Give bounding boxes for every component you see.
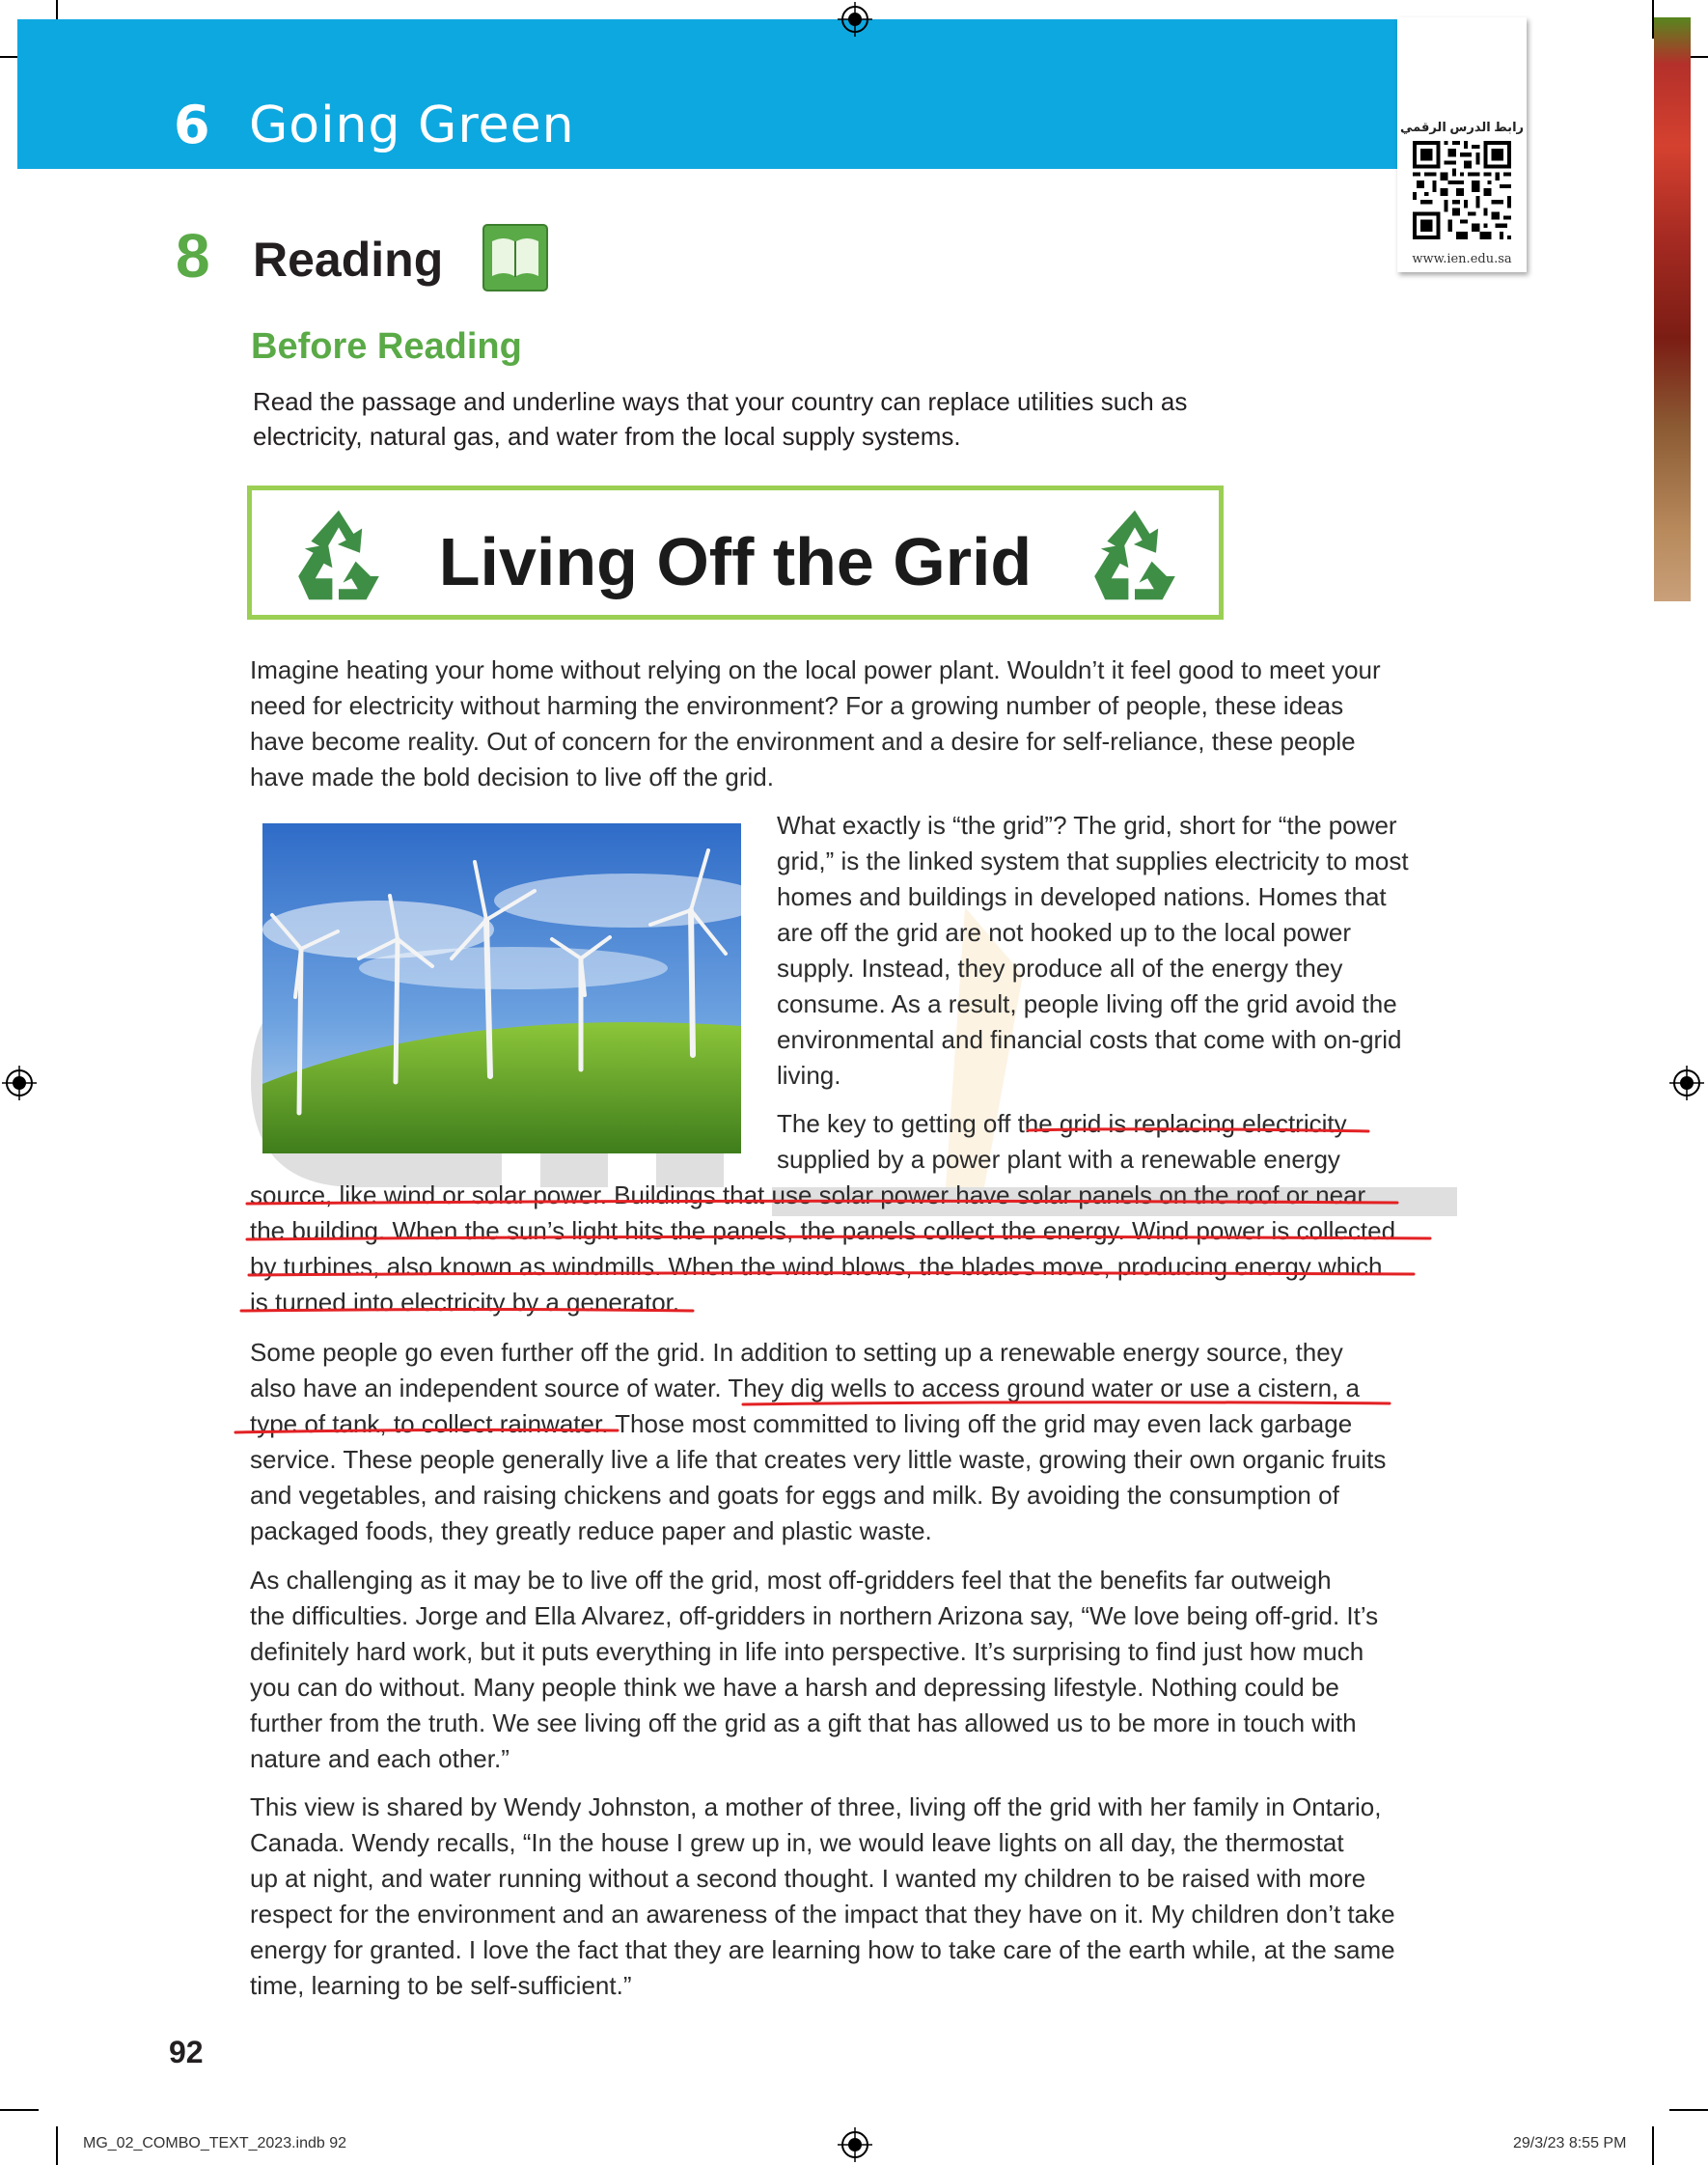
text-line: This view is shared by Wendy Johnston, a mother of three, living off the grid with her family in Ontario,	[250, 1792, 1382, 1821]
registration-mark-icon	[838, 2, 872, 37]
article-paragraph-2	[777, 808, 1452, 1094]
text-line: the difficulties. Jorge and Ella Alvarez, off-gridders in northern Arizona say, “We love being off-grid. It’s	[250, 1601, 1379, 1630]
open-book-icon	[482, 224, 548, 291]
text-line: is turned into electricity by a generator.	[250, 1288, 680, 1317]
article-paragraph-3b	[250, 1178, 1456, 1320]
before-reading-heading: Before Reading	[251, 326, 522, 367]
crop-mark	[0, 2109, 39, 2111]
text-line: have made the bold decision to live off the grid.	[250, 763, 774, 791]
article-paragraph-6	[250, 1790, 1456, 2004]
text-line: need for electricity without harming the environment? For a growing number of people, these ideas	[250, 691, 1344, 720]
qr-code-icon[interactable]	[1413, 141, 1511, 239]
text-line: supply. Instead, they produce all of the energy they	[777, 954, 1343, 983]
text-line: you can do without. Many people think we have a harsh and depressing lifestyle. Nothing could be	[250, 1673, 1339, 1702]
registration-mark-icon	[2, 1066, 37, 1100]
text-line: As challenging as it may be to live off the grid, most off-gridders feel that the benefits far outweigh	[250, 1566, 1332, 1595]
unit-number: 6	[174, 95, 210, 155]
side-photo-strip	[1654, 17, 1691, 601]
article-paragraph-4	[250, 1335, 1456, 1549]
wind-turbines-photo	[262, 823, 741, 1153]
article-paragraph-5	[250, 1563, 1456, 1777]
instructions-line: Read the passage and underline ways that your country can replace utilities such as	[253, 387, 1188, 416]
text-line: Imagine heating your home without relying on the local power plant. Wouldn’t it feel good to meet your	[250, 655, 1381, 684]
text-line: What exactly is “the grid”? The grid, short for “the power	[777, 811, 1397, 840]
article-paragraph-1	[250, 652, 1446, 795]
text-line: service. These people generally live a life that creates very little waste, growing their own organic fruits	[250, 1445, 1387, 1474]
section-number: 8	[176, 221, 210, 291]
text-line: definitely hard work, but it puts everything in life into perspective. It’s surprising to find just how much	[250, 1637, 1364, 1666]
text-line: The key to getting off the grid is replacing electricity	[777, 1109, 1347, 1138]
qr-caption: رابط الدرس الرقمي	[1399, 120, 1525, 134]
registration-mark-icon	[1669, 1066, 1704, 1100]
text-line: type of tank, to collect rainwater. Those most committed to living off the grid may even lack garbage	[250, 1409, 1353, 1438]
text-line: packaged foods, they greatly reduce paper and plastic waste.	[250, 1516, 932, 1545]
article-title-box	[247, 486, 1224, 620]
text-line: grid,” is the linked system that supplies electricity to most	[777, 847, 1409, 875]
before-reading-instructions	[253, 384, 1237, 454]
section-title: Reading	[253, 233, 444, 287]
text-line: have become reality. Out of concern for the environment and a desire for self-reliance, these people	[250, 727, 1356, 756]
article-title: Living Off the Grid	[438, 524, 1033, 599]
text-line: time, learning to be self-sufficient.”	[250, 1971, 632, 2000]
page-number: 92	[169, 2035, 204, 2069]
text-line: consume. As a result, people living off the grid avoid the	[777, 989, 1397, 1018]
recycle-icon	[1082, 502, 1188, 608]
crop-mark	[1652, 2126, 1654, 2165]
text-line: and vegetables, and raising chickens and goats for eggs and milk. By avoiding the consumption of	[250, 1481, 1339, 1510]
text-line: Canada. Wendy recalls, “In the house I grew up in, we would leave lights on all day, the thermostat	[250, 1828, 1344, 1857]
text-line: also have an independent source of water. They dig wells to access ground water or use a cistern, a	[250, 1374, 1360, 1402]
text-line: environmental and financial costs that come with on-grid	[777, 1025, 1402, 1054]
header-band	[17, 19, 1399, 169]
qr-card[interactable]	[1397, 17, 1527, 272]
crop-mark	[1669, 2109, 1708, 2111]
text-line: Some people go even further off the grid. In addition to setting up a renewable energy source, they	[250, 1338, 1343, 1367]
crop-mark	[56, 2126, 58, 2165]
footer-date: 29/3/23 8:55 PM	[1513, 2135, 1627, 2151]
text-line: by turbines, also known as windmills. When the wind blows, the blades move, producing energy which	[250, 1252, 1383, 1281]
text-line: energy for granted. I love the fact that they are learning how to take care of the earth while, at the same	[250, 1935, 1395, 1964]
registration-mark-icon	[838, 2127, 872, 2162]
text-line: supplied by a power plant with a renewable energy	[777, 1145, 1340, 1174]
footer-file-name: MG_02_COMBO_TEXT_2023.indb 92	[83, 2135, 347, 2151]
text-line: respect for the environment and an awareness of the impact that they have on it. My children don’t take	[250, 1900, 1395, 1929]
text-line: further from the truth. We see living off the grid as a gift that has allowed us to be more in touch with	[250, 1708, 1357, 1737]
text-line: up at night, and water running without a second thought. I wanted my children to be raised with more	[250, 1864, 1366, 1893]
text-line: homes and buildings in developed nations. Homes that	[777, 882, 1387, 911]
text-line: nature and each other.”	[250, 1744, 510, 1773]
text-line: living.	[777, 1061, 841, 1090]
text-line: are off the grid are not hooked up to the local power	[777, 918, 1352, 947]
article-paragraph-3a	[777, 1106, 1452, 1178]
unit-title: Going Green	[249, 97, 575, 154]
text-line: the building. When the sun’s light hits the panels, the panels collect the energy. Wind power is collected	[250, 1216, 1396, 1245]
text-line: source, like wind or solar power. Buildings that use solar power have solar panels on the roof or near	[250, 1180, 1366, 1209]
qr-url[interactable]: www.ien.edu.sa	[1412, 252, 1512, 266]
instructions-line: electricity, natural gas, and water from the local supply systems.	[253, 422, 961, 451]
